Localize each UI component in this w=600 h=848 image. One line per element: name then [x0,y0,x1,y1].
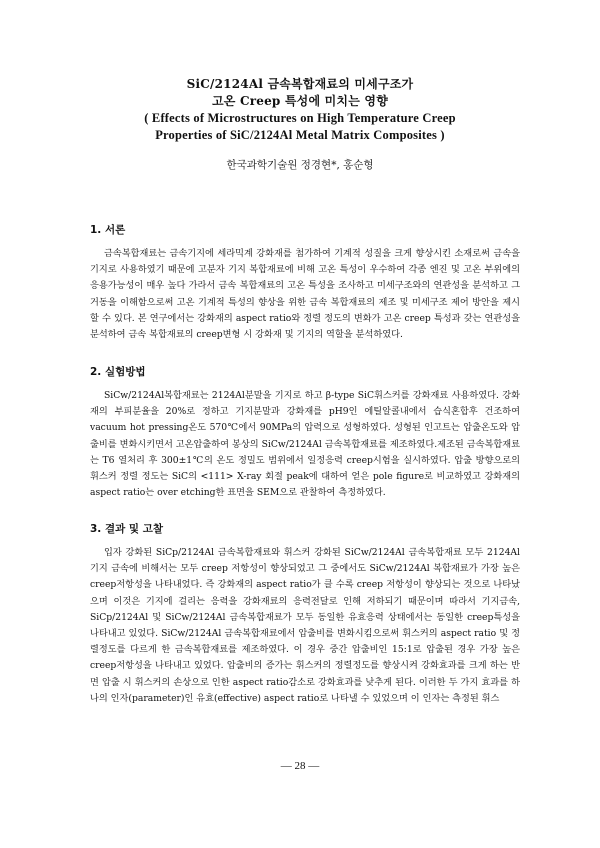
authors-affiliation: 한국과학기술원 정경현*, 홍순형 [226,159,374,171]
page-number: — 28 — [280,760,320,772]
title-korean-line-2: 고온 Creep 특성에 미치는 영향 [212,94,388,108]
title-korean-line-1: SiC/2124Al 금속복합재료의 미세구조가 [186,77,414,91]
paper-title [0,76,600,144]
title-english-line-2: Properties of SiC/2124Al Metal Matrix Composites ) [155,128,445,142]
section-heading-methods: 2. 실험방법 [90,366,146,378]
section-heading-introduction: 1. 서론 [90,224,126,236]
section-body-results: 입자 강화된 SiCp/2124Al 금속복합재료와 휘스커 강화된 SiCw/2124Al 금속복합재료 모두 2124Al 기지 금속에 비해서는 모두 creep 저항성이 향상되었고 그 중에서도 SiCw/2124Al 복합재료가 가장 높은 creep저항성을 나타내었다. 즉 강화재의 aspect ratio가 클 수록 creep 저항성이 향상되는 것으로 나타났으며 이것은 기지에 걸리는 응력을 강화재료의 응력전달로 인해 저하되기 때문이며 따라서 기지금속, SiCp/2124Al 및 SiCw/2124Al 금속복합재료가 모두 동일한 유효응력 상태에서는 동일한 creep특성을 나타내고 있었다. SiCw/2124Al 금속복합재료에서 압출비를 변화시킴으로써 휘스커의 aspect ratio 및 정렬정도를 다르게 한 금속복합재료를 제조하였다. 이 경우 중간 압출비인 15:1로 압출된 경우 가장 높은 creep저항성을 나타내고 있었다. 압출비의 증가는 휘스커의 정렬정도를 향상시켜 강화효과를 크게 하는 반면 압출 시 휘스커의 손상으로 인한 aspect ratio감소로 강화효과를 낮추게 된다. 이러한 두 가지 효과를 하나의 인자(parameter)인 유효(effective) aspect ratio로 나타낼 수 있었으며 이 인자는 측정된 휘스 [90,547,520,704]
section-body-methods: SiCw/2124Al복합재료는 2124Al분말을 기지로 하고 β-type SiC휘스커를 강화재료 사용하였다. 강화재의 부피분율을 20%로 정하고 기지분말과 강화재를 pH9인 에틸알콜내에서 습식혼합후 건조하여 vacuum hot pressing온도 570℃에서 90MPa의 압력으로 성형하였다. 성형된 인고트는 압출온도와 압출비를 변화시키면서 고온압출하여 봉상의 SiCw/2124Al 금속복합재료를 제조하였다.제조된 금속복합재료는 T6 열처리 후 300±1℃의 온도 정밀도 범위에서 일정응력 creep시험을 실시하였다. 압출 방향으로의 휘스커 정렬 정도는 SiC의 <111> X-ray 회절 peak에 대하여 얻은 pole figure로 비교하였고 강화재의 aspect ratio는 over etching한 표면을 SEM으로 관찰하여 측정하였다. [90,390,520,499]
section-body-introduction: 금속복합재료는 금속기지에 세라믹계 강화재를 첨가하여 기계적 성질을 크게 향상시킨 소재로써 금속을 기지로 사용하였기 때문에 고분자 기지 복합재료에 비해 고온 특성이 우수하여 각종 엔진 및 고온 부위에의 응용가능성이 매우 높다 가라서 금속 복합재료의 고온 특성을 조사하고 미세구조와의 연관성을 분석하고 그 거동을 이해함으로써 고온 기계적 특성의 향상을 위한 금속 복합재료의 제조 및 미세구조 제어 방안을 제시할 수 있다. 본 연구에서는 강화재의 aspect ratio와 정렬 정도의 변화가 고온 creep 특성과 갖는 연관성을 분석하여 금속 복합재료의 creep변형 시 강화재 및 기지의 역할을 분석하였다. [90,248,520,341]
section-heading-results: 3. 결과 및 고찰 [90,523,163,535]
title-english-line-1: ( Effects of Microstructures on High Temperature Creep [144,111,456,125]
